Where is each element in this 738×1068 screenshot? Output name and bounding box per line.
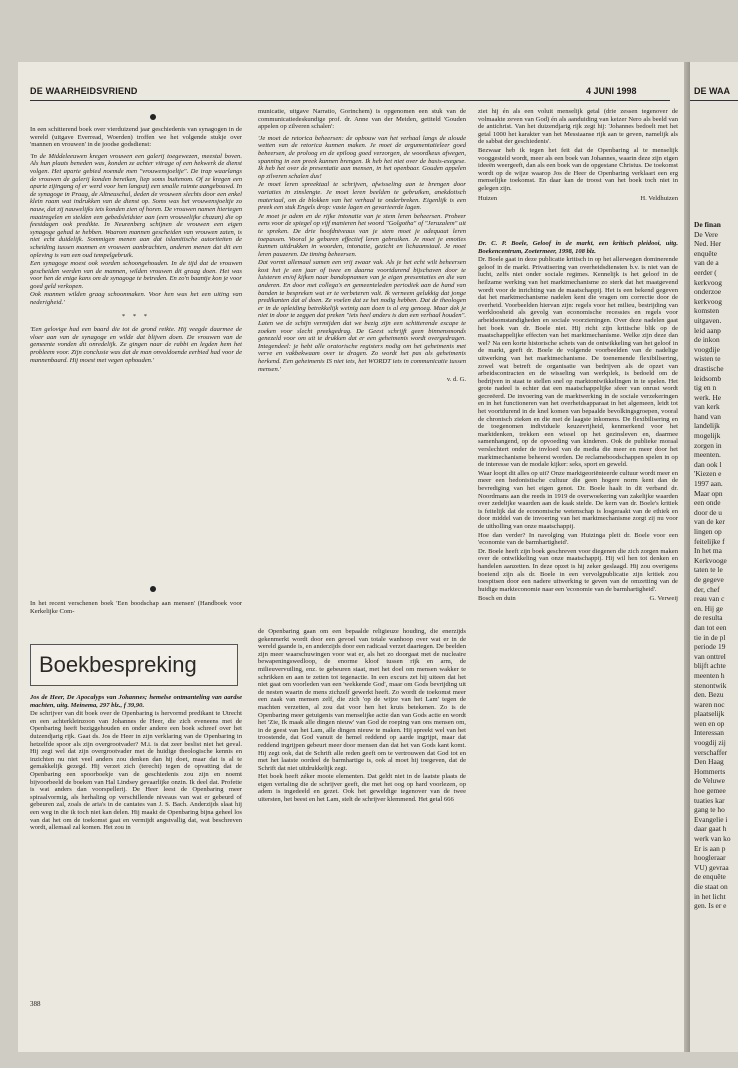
next-page-column <box>694 220 738 911</box>
signature-name: G. Verweij <box>649 595 678 603</box>
edge-text-line: stenontwik <box>694 680 727 690</box>
edge-text-line: een onde <box>694 498 721 508</box>
section-title-boekbespreking: Boekbespreking <box>30 644 238 686</box>
article-closing <box>30 600 242 620</box>
page-number: 388 <box>30 1000 41 1008</box>
edge-text-line: kerkvoog <box>694 277 722 287</box>
edge-text-line: landelijk <box>694 421 720 431</box>
review-apocalyps-end <box>478 108 678 232</box>
review-text: Dr. Boele gaat in deze publicatie kritisch in op het allerwegen dominerende geloof in de markt. Privatisering van overheidsdiensten b.v. is niet van de lucht, zelfs niet onder sociale regimes. Kennelijk is het geloof in de heilzame werking van het marktmechanisme zo sterk dat het maatgevend wordt voor de inrichting van de maatschappij. Het is een bekend gegeven dat het marktmechanisme nadelen kent die vragen om correctie door de overheid. Voorbeelden hiervan zijn: regels voor het milieu, bestrijding van werkloosheid als gevolg van economische recessies en regels voor arbeidsomstandigheden en sociale voorzieningen. Over deze nadelen gaat het boek van dr. Boele niet. Hij richt zijn kritische blik op de maatschappelijke effecten van het marktmechanisme. Welke zijn deze dan wel? Na een korte historische schets van de ontwikkeling van het geloof in de markt, geeft dr. Boele de volgende voorbeelden van de nadelige uitwerking van het marktmechanisme. De toenemende flexibilisering, zowel wat betreft de organisatie van bedrijven als de opzet van arbeidscontracten en de wisseling van werkplek, is bedoeld om de bedrijven in staat te stellen snel op marktontwikkelingen in te spelen. Het grote nadeel is echter dat een maatschappelijke sfeer van onrust wordt gecreëerd. De invoering van de marktwerking in de sociale verzekeringen en in het functioneren van het overheidsapparaat in het algemeen, leidt tot het voortdurend in de knel komen van bepaalde bevolkingsgroepen, vooral de chronisch zieken en die met de laagste inkomens. De flexibilisering en de toegenomen individuele keuzevrijheid, kenmerkend voor het marktdenken, trekken een wissel op het gezinsleven en, daarmee samenhangend, op de opvoeding van kinderen. Ook de publieke moraal verslechtert onder de invloed van de media die meer en meer door het marktmechanisme beheerst worden. De reclameboodschappen spelen in op de interesse van de modale kijker: seks, sport en geweld. <box>478 256 678 469</box>
edge-text-line: de gegeve <box>694 574 724 584</box>
edge-text-line: van kerk <box>694 402 720 412</box>
edge-text-line: dan tot een <box>694 622 727 632</box>
review-heading: Dr. C. P. Boele, Geloof in de markt, een kritisch pleidooi, uitg. Boekencentrum, Zoetermeer, 1998, 108 blz. <box>478 240 678 255</box>
edge-text-line: werk. He <box>694 392 722 402</box>
section-separator: * * * <box>121 312 151 320</box>
synagogue-article <box>30 126 242 582</box>
edge-text-line: den. Bezu <box>694 690 724 700</box>
edge-text-line: De Vere <box>694 229 718 239</box>
edge-text-line: tig en n <box>694 383 717 393</box>
quote-paragraph: 'Je moet de retorica beheersen: de opbouw van het verhaal langs de aloude wetten van de retorica kunnen maken. Je moet de argumentatieleer goed beheersen, de proloog en de epiloog goed verzorgen, de woordkeus afwegen, spanning in een preek kunnen brengen. Ik heb het niet over de basis-exegese. Ik heb het over de presentatie aan mensen, in het openbaar. Gouden appelen op zilveren schalen dus! <box>258 134 466 180</box>
edge-text-line: Kerkvooge <box>694 555 727 565</box>
edge-text-line: plaatselijk <box>694 709 725 719</box>
review-signature <box>478 595 678 603</box>
rhetoric-article <box>258 108 466 592</box>
closing-text: In het recent verschenen boek 'Een boodschap aan mensen' (Handboek voor Kerkelijke Com- <box>30 600 242 615</box>
edge-text-line: feitelijke f <box>694 536 725 546</box>
edge-text-line: VU) gevraa <box>694 862 729 872</box>
article-intro: In een schitterend boek over vierduizend jaar geschiedenis van synagogen in de wereld (uitgave Everread, Woerden) troffen we het volgende stukje over 'mannen en vrouwen' in de joodse godsdienst: <box>30 126 242 149</box>
edge-text-line: 'Kiezen e <box>694 469 722 479</box>
edge-text-line: waren noc <box>694 699 725 709</box>
quote-paragraph: Je moet leren spreektaal te schrijven, afwisseling aan te brengen door variaties in zinslengte. Je moet leren beelden te gebruiken, anekdotisch materiaal, om de blokken van het verhaal te onderbreken. Eigenlijk is een preek een stuk Engels drop: vaste lagen en gevarieerde lagen. <box>258 181 466 212</box>
review-signature <box>478 195 678 203</box>
edge-text-line: meenten h <box>694 670 725 680</box>
issue-date: 4 JUNI 1998 <box>586 86 637 96</box>
article-paragraph: municatie, uitgave Narratio, Gorinchem) is opgenomen een stuk van de communicatiedeskundige prof. dr. Anne van der Meiden, getiteld 'Gouden appelen op zilveren schalen': <box>258 108 466 131</box>
header-rule <box>690 100 738 101</box>
edge-text-line: daar gaat h <box>694 824 727 834</box>
review-text: Hoe dan verder? In navolging van Huizinga pleit dr. Boele voor een 'economie van de barmhartigheid'. <box>478 531 678 547</box>
edge-text-line: eerder ( <box>694 267 717 277</box>
review-heading: Jos de Heer, De Apocalyps van Johannes; hemelse ontmanteling van aardse machten, uitg. Meinema, 297 blz., f 39,90. <box>30 694 242 709</box>
edge-text-line: enquête <box>694 248 717 258</box>
signature-place: Huizen <box>478 194 498 202</box>
edge-text-line: hoe gemee <box>694 786 726 796</box>
edge-text-line: onderzoe <box>694 287 722 297</box>
review-text: Bezwaar heb ik tegen het feit dat de Openbaring al te menselijk vooggesteld wordt, meer als een boek van Johannes, waarin deze zijn eigen ideeën weergeeft, dan als een boek van de opgestane Christus. De toekomst wordt op de wijze waarop Jos de Heer de Openbaring verklaart een erg menselijke toekomst. En daar kan de troost van het boek toch niet in gelegen zijn. <box>478 146 678 192</box>
edge-text-line: Den Haag <box>694 757 724 767</box>
edge-text-line: periode 19 <box>694 642 726 652</box>
edge-text-line: werk van ko <box>694 834 731 843</box>
edge-text-line: blijft achte <box>694 661 726 671</box>
edge-text-line: leidsomb <box>694 373 722 383</box>
edge-text-line: van de a <box>694 258 719 268</box>
review-text: ziet hij én als een voluit menselijk getal (drie zessen tegenover de volmaakte zeven van God) én als aanduiding van keizer Nero als beeld van de antichrist. Van het duizendjarig rijk zegt hij: 'Johannes bedoelt met het getal 1000 het karakter van het Messiaanse rijk aan te geven, namelijk als de sabbat der geschiedenis'. <box>478 108 678 146</box>
review-apocalyps-continued <box>258 628 466 992</box>
quote-paragraph: Je moet je adem en de rijke intonatie van je stem leren beheersen. Probeer eens voor de spiegel op vijf manieren het woord "Golgotha" of "Jeruzalem" uit te spreken. De drie hoofdniveaus van je stem moet je adequaat leren toepassen. Vooral je gebaren effectief leren gebruiken. Je moet je emoties kunnen uitdrukken in woorden, intonatie, gezicht en lichaamstaal. Je moet leren pauzeren. De timing beheersen. <box>258 212 466 258</box>
edge-text-line: Interessan <box>694 728 724 738</box>
edge-text-line: wen en op <box>694 718 725 728</box>
quote-paragraph: Dat vormt allemaal samen een vrij zwaar vak. Als je het echt wilt beheersen kost het je een jaar of twee en daarna voortdurend bijschaven door te luisteren en/of kijken naar bandopnamen van je eigen presentaties en die van anderen. En door met collega's en gemeenteleden periodiek aan de hand van banden te bespreken wat er te verbeteren valt. Ik verneem gelukkig dat jonge predikanten dat al doen. Ze voelen dat ze het nodig hebben. Dat de theologen er in de opleiding betrekkelijk weinig aan doen is al erg genoeg. Maar dek je niet in door te zeggen dat preken "iets heel anders is dan een verhaal houden". Laten we de schijn vermijden dat we bezig zijn een schitterende escape te zoeken voor slecht preekgedrag. De Geest schrijft geen binnensmonds genezeld voor om uit te drukken dat er een geheimenis wordt overgedragen. Integendeel: je hebt alle oratorische registers nodig om het geheimenis met verve en vakbekwaam over te dragen. Zo wordt het pas als geheimenis herkend. Een geheimenis IS niet iets, het WORDT iets in communicatie tussen mensen.' <box>258 259 466 373</box>
edge-text-line: lingen op <box>694 527 722 536</box>
edge-text-line: wisten te <box>694 354 721 364</box>
edge-text-line: taten te le <box>694 565 723 575</box>
magazine-title: DE WAARHEIDSVRIEND <box>30 86 138 96</box>
section-bullet <box>150 586 156 592</box>
edge-text-line: zorgen in <box>694 440 722 450</box>
edge-text-line: reau van c <box>694 594 725 604</box>
edge-text-line: tuaties kar <box>694 795 725 805</box>
edge-text-line: van onttrel <box>694 651 726 661</box>
edge-text-line: door de u <box>694 507 722 517</box>
edge-text-line: In het ma <box>694 546 722 556</box>
edge-text-line: Ned. Her <box>694 239 722 249</box>
edge-text-line: uitgaven. <box>694 315 722 325</box>
edge-text-line: Evangelie i <box>694 814 728 824</box>
edge-text-line: in het licht <box>694 891 726 901</box>
header-rule <box>30 100 670 101</box>
quote-paragraph: Een synagoge moest ook worden schoongehouden. In de tijd dat de vrouwen gescheiden werden van de mannen, wilden vrouwen dit graag doen. Het was voor hen de enige kans om de synagoge te betreden. En zo'n baantje kon je voor goed geld verkopen. <box>30 260 242 290</box>
edge-text-line: komsten <box>694 306 720 316</box>
edge-text-line: de resulta <box>694 613 723 623</box>
edge-text-line: tie in de pl <box>694 632 726 642</box>
edge-text-line: voogdije <box>694 344 720 354</box>
edge-text-line: gang te ho <box>694 805 725 815</box>
quote-paragraph: Ook mannen wilden graag schoonmaken. Voor hen was het een uiting van nederigheid.' <box>30 291 242 307</box>
edge-text-line: der, chef <box>694 584 720 594</box>
review-text: Dr. Boele heeft zijn boek geschreven voor diegenen die zich zorgen maken over de ontwikkeling van onze maatschappij. Hij wil hen tot denken en handelen aanzetten. In deze opzet is hij zeker geslaagd. Hij zou overigens boeiend zijn als dr. Boele in een vervolgpublicatie zijn kritiek zou toespitsen door een nadere uitwerking te geven van de omzetting van de huidige markteconomie naar een 'economie van de barmhartigheid'. <box>478 547 678 593</box>
review-apocalyps-start <box>30 694 242 994</box>
edge-text-line: kerkvoog <box>694 296 722 306</box>
edge-text-line: voogdij zij <box>694 738 726 748</box>
review-text: Waar loopt dit alles op uit? Onze marktgeoriënteerde cultuur wordt meer en meer een hedonistische cultuur die geen hogere norm kent dan de bevrediging van het eigen genot. Dr. Boele haalt in dit verband dr. Noordmans aan die reeds in 1919 de overwoekering van zakelijke waarden over zedelijke waarden aan de kaak stelde. De kern van dr. Boele's kritiek is feitelijk dat de economische wetenschap is losgeraakt van de ethiek en door middel van de invoering van het marktmechanisme zorgt zij nu voor de uitholling van onze maatschappij. <box>478 469 678 530</box>
edge-text-line: mogelijk <box>694 431 721 441</box>
edge-text-line: dan ook l <box>694 459 722 469</box>
edge-text-line: de inkon <box>694 335 720 345</box>
signature-place: Bosch en duin <box>478 595 516 603</box>
edge-text-line: en. Hij ge <box>694 603 723 613</box>
section-bullet <box>150 114 156 120</box>
edge-text-line: hand van <box>694 411 721 421</box>
review-text: Het boek heeft zéker mooie elementen. Dat geldt niet in de laatste plaats de eigen vertaling die de schrijver geeft, die met het oog op hard voorlezen, op adem is ingedeeld en gezet. Ook het geweldige tegenover van de twee uitersten, het beest en het Lam, stelt de schrijver klemmend. Het getal 666 <box>258 773 466 804</box>
edge-text-line: de Veluwe <box>694 776 725 786</box>
signature-name: H. Veldhuizen <box>640 194 678 202</box>
edge-text-line: 1997 aan. <box>694 479 723 489</box>
edge-text-line: leid aanp <box>694 325 721 335</box>
edge-text-line: Er is aan p <box>694 843 726 853</box>
review-markt <box>478 240 678 1000</box>
edge-text-line: Maar opn <box>694 488 723 498</box>
edge-text-line: Hommerts <box>694 766 726 776</box>
edge-text-line: hoogleraar <box>694 853 726 863</box>
author-signature: v. d. G. <box>446 376 466 384</box>
next-page-edge <box>690 62 738 1052</box>
quote-paragraph: 'Een gelovige had een baard die tot de grond reikte. Hij veegde daarmee de vloer aan van de synagoge en wilde dat blijven doen. De vrouwen van de gemeente vonden dit onredelijk. Ze gingen naar de rabbi en legden hem het probleem voor. Zijn conclusie was dat de man onvoldoende eerbied had voor de mannenbaard. Hij moest met vegen ophouden.' <box>30 326 242 364</box>
edge-text-line: drastische <box>694 363 724 373</box>
next-page-header: DE WAA <box>694 86 730 96</box>
edge-text-line: meenten. <box>694 450 721 460</box>
edge-text-line: van de ker <box>694 517 725 527</box>
edge-text-line: verschaffer <box>694 747 728 757</box>
review-text: De schrijver van dit boek over de Openbaring is hervormd predikant te Utrecht en een achterkleinzoon van Johannes de Heer, die zich eveneens met de Openbaring heeft beziggehouden en onder andere een boek schreef over het duizendjarig rijk. Gaat ds. Jos de Heer in zijn verklaring van de Openbaring in hetzelfde spoor als zijn overgrootvader? M.i. is dat zeer beslist niet het geval. Hij zegt wel dat zijn overgrootvader met de huidige theologische kennis en inzichten nu niet veel anders zou denken dan hij doet, maar dat is al te gemakkelijk gezegd. Hij verzet zich (terecht) tegen de opvatting dat de Openbaring een spoorboekje van de geschiedenis zou zijn en noemt bijvoorbeeld de boeken van Hal Lindsey gevaarlijke onzin. Ik deel dat. Profetie is wat anders dan voorspellerij. De Heer leest de Openbaring meer spiraalvormig, als herhaling op verschillende niveaus van wat er gebeurd of gebeuren zal, zoals de aria's in de cantates van J. S. Bach. Anderzijds slaat hij een weg in die ik toch niet kan delen. Hij maakt de Openbaring bijna geheel los van dat het om de toekomst gaat en vermijdt angstvallig dat, wat beschreven wordt, allemaal zal komen. Het zou in <box>30 710 242 832</box>
edge-text-line: gen. Is er e <box>694 901 727 911</box>
review-text: de Openbaring gaan om een bepaalde religieuze houding, die enerzijds gekenmerkt wordt door een gevoel van totale wanhoop over wat er in de wereld gaande is, en anderzijds door een radicaal verzet daartegen. De beelden zijn meer waarschuwingen voor wat er, als het zo doorgaat met de nucleaire bewapeningswedloop, de enorme kloof tussen rijk en arm, de milieuvervuiling, enz. te gebeuren staat, met het doel om mensen wakker te schrikken en aan te zetten tot tegenactie. In een excurs zet hij uiteen dat het niet gaat om voorleden van een 'wekkende God', maar om Gods bevrijding uit de nesten waarin de mens zichzelf gewerkt heeft. Zo wordt de toekomst meer een zaak van mensen zelf, die zich 'op de wijze van het Lam' tegen de machten verzetten, al zou dat voor hen het kruis betekenen. Zo is de Openbaring meer getuigenis van menselijke actie dan van Gods actie en wordt het 'Zie, Ik maak alle dingen nieuw' van God de roeping van ons mensen om, in de geest van het Lam, alle dingen nieuw te maken. Hij spreekt wel van het troostende, dat God vanuit de hemel reddend op aarde ingrijpt, maar dat reddend ingrijpen gebeurt meer door mensen dan dat het van Gods kant komt. Hij zegt ook, dat de Schrift alle reden geeft om te vertrouwen dat God tot en met het laatste oordeel de barmhartige is, ook al moet hij toegeven, dat de Schrift dat niet uitdrukkelijk zegt. <box>258 628 466 772</box>
edge-text-line: die staat on <box>694 881 728 891</box>
edge-text-line: De finan <box>694 220 721 229</box>
edge-text-line: de enquête <box>694 872 726 882</box>
quote-paragraph: 'In de Middeleeuwen kregen vrouwen een galerij toegewezen, meestal boven. Als hun plaats beneden was, konden ze achter vitrage of een hekwerk de dienst volgen. Het aparte gebied noemde men "vrouwensjoeltje". De trap waarlangs de vrouwen de galerij konden bereiken, liep soms buitenom. Of ze kregen een aparte zijingang of er werd voor hen langszij een smalle ruimte aangebouwd. In de synagoge in Praag, de Altneuschul, deden de vrouwen slechts door een enkel klein raam wat indrukken van de dienst op. Soms was het vrouwensjoeltje zo nauw, dat zij nauwelijks iets konden zien of horen. De vrouwen namen hiertegen maatregelen en stelden een gebedsleidster aan (een vrouwelijke chazan) die op feestdagen ook predikte. In Neurenberg schijnen de vrouwen een eigen synagoge gehad te hebben. Waarom mannen gescheiden van vrouwen zaten, is niet echt duidelijk. Sommigen menen aan dat islamitische autoriteiten de scheiding tussen mannen en vrouwen aanbrachten, anderen menen dat dit een opleving is van een oud tempelgebruik. <box>30 152 242 259</box>
